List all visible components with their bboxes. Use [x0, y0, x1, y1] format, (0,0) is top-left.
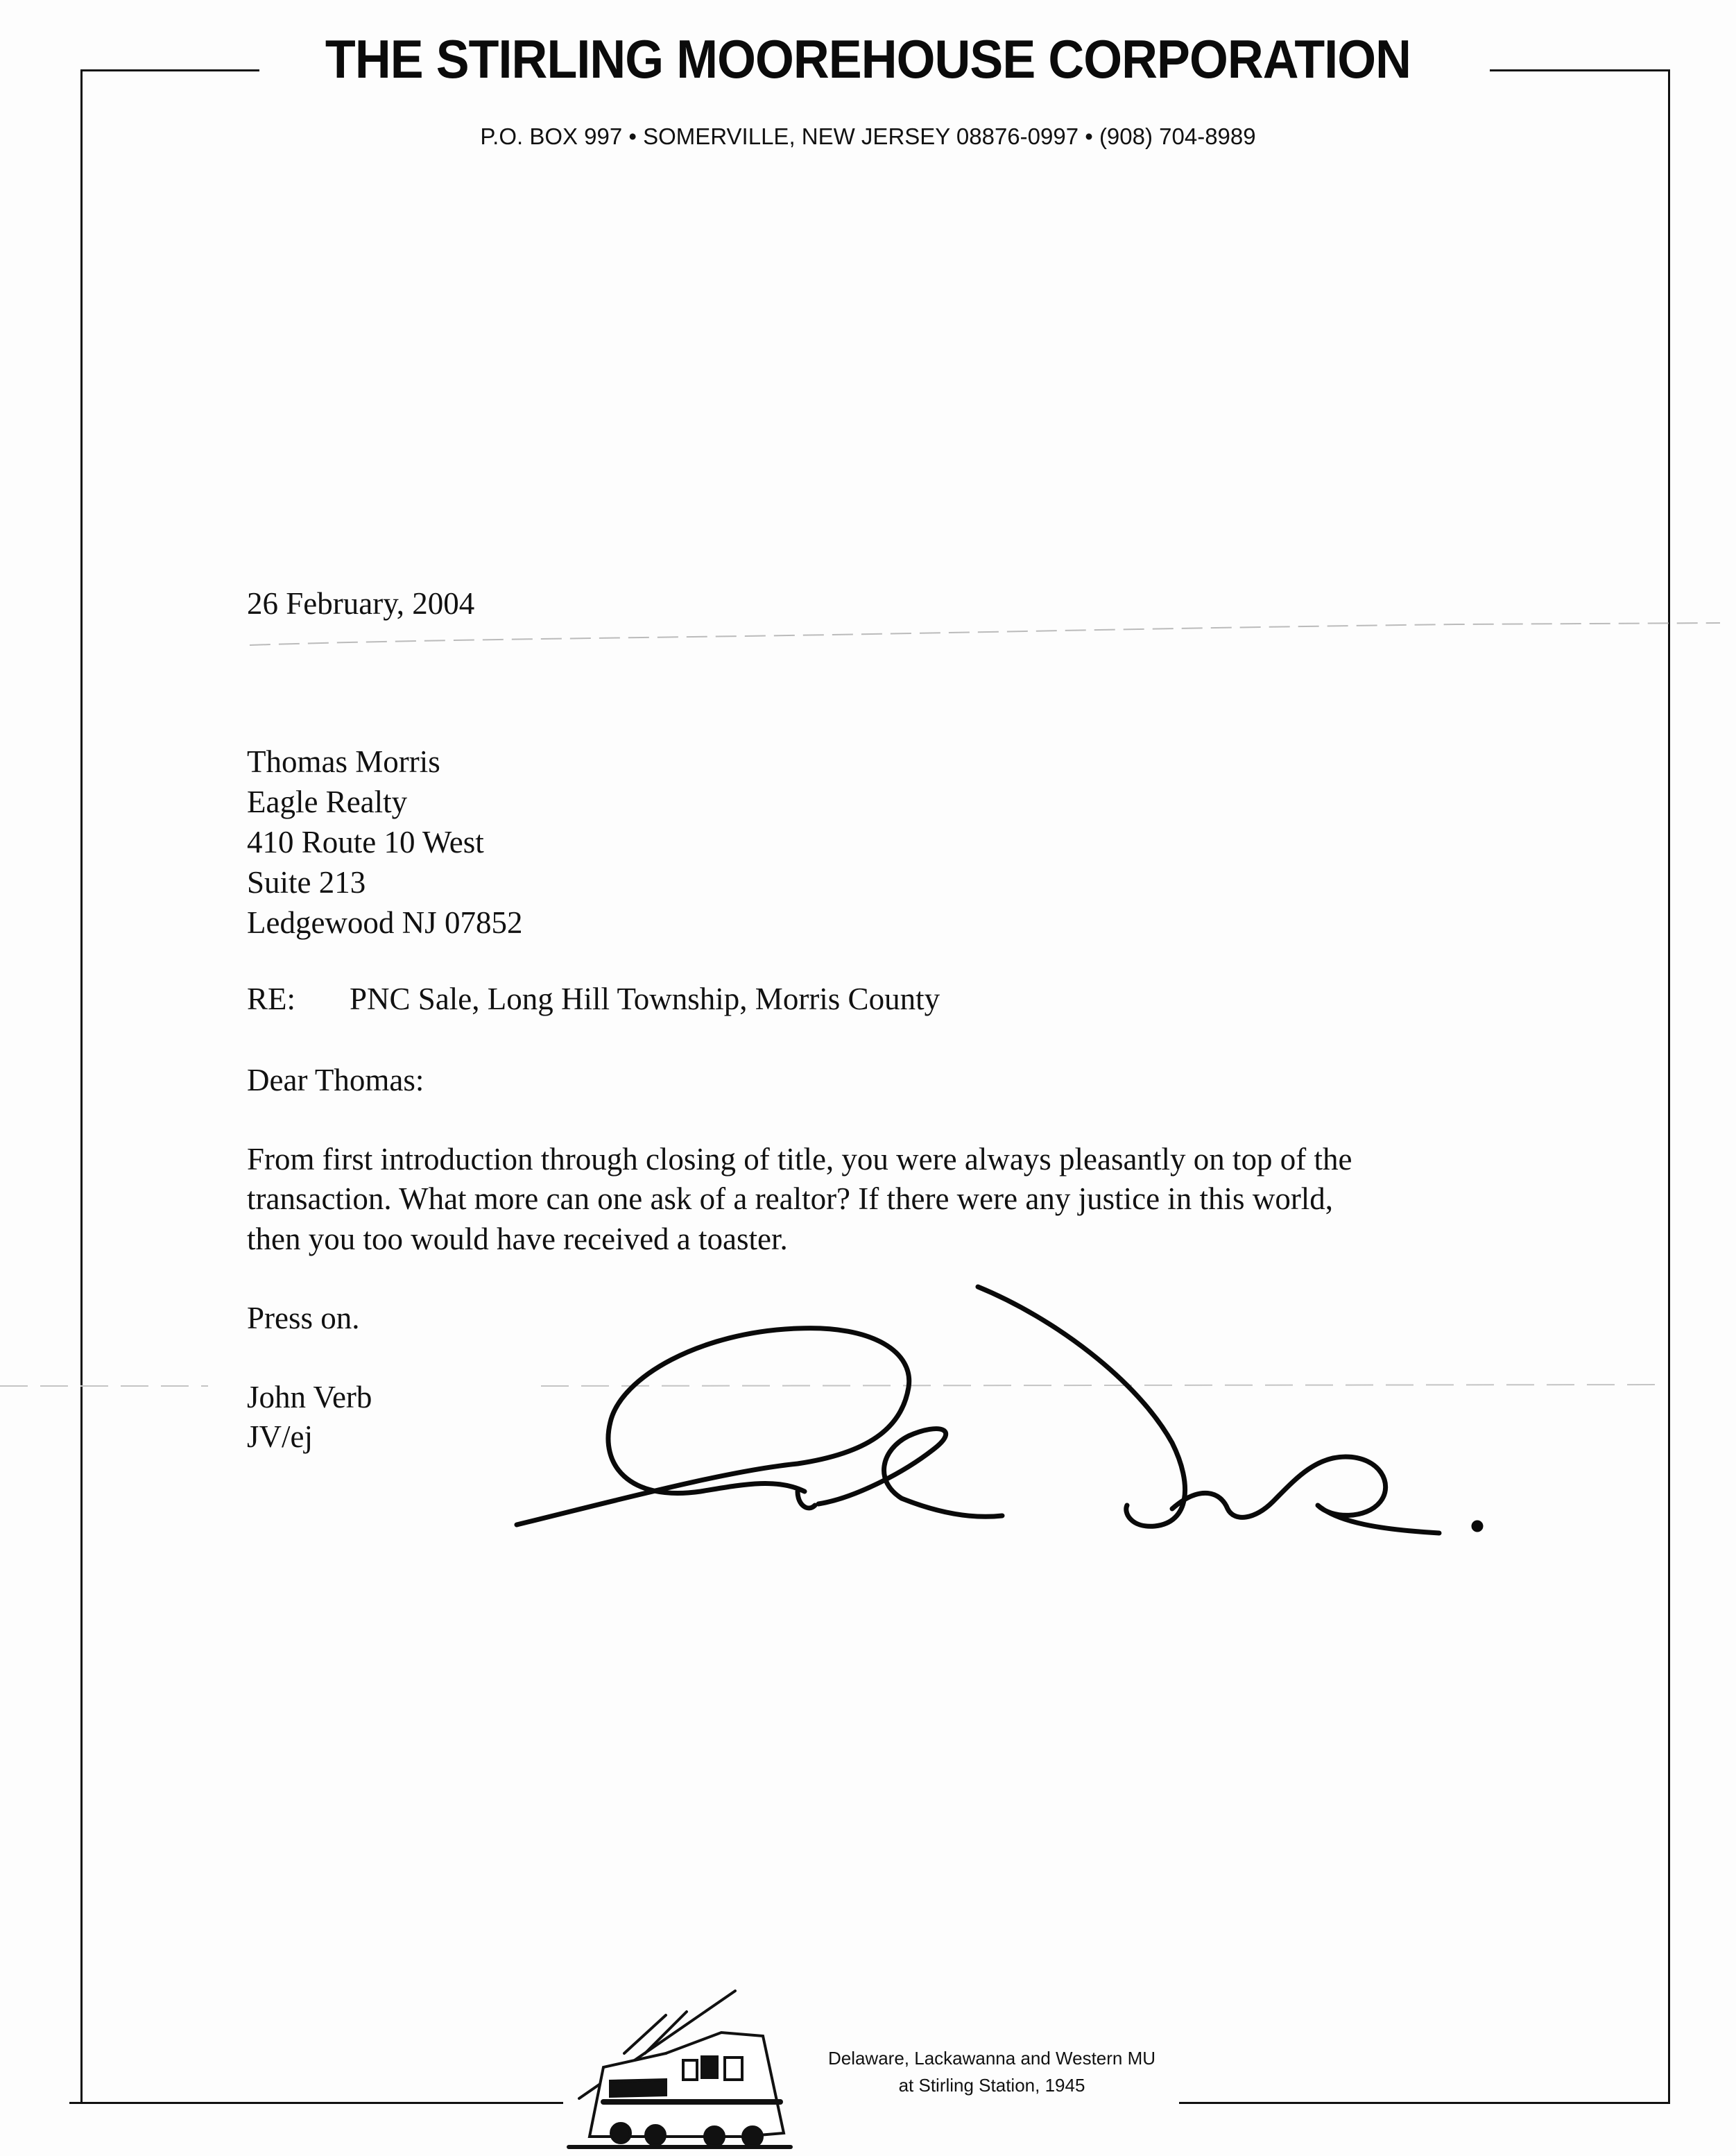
salutation: Dear Thomas:: [247, 1063, 424, 1097]
letter-date: 26 February, 2004: [247, 586, 475, 621]
recipient-line: 410 Route 10 West: [247, 825, 484, 859]
recipient-line: Suite 213: [247, 865, 366, 900]
re-subject: PNC Sale, Long Hill Township, Morris County: [350, 982, 940, 1016]
signer-name: John Verb: [247, 1380, 372, 1414]
body-line: From first introduction through closing of title, you were always pleasantly on top of the: [247, 1142, 1352, 1177]
caption-line-2: at Stirling Station, 1945: [898, 2075, 1085, 2096]
recipient-line: Thomas Morris: [247, 744, 440, 779]
body-line: transaction. What more can one ask of a realtor? If there were any justice in this world,: [247, 1181, 1334, 1216]
company-name: THE STIRLING MOOREHOUSE CORPORATION: [325, 28, 1411, 89]
re-label: RE:: [247, 982, 296, 1016]
recipient-line: Ledgewood NJ 07852: [247, 905, 523, 940]
signer-initials: JV/ej: [247, 1419, 313, 1454]
body-line: then you too would have received a toaster.: [247, 1222, 788, 1256]
recipient-line: Eagle Realty: [247, 785, 408, 819]
closing: Press on.: [247, 1301, 360, 1335]
company-address: P.O. BOX 997 • SOMERVILLE, NEW JERSEY 08876-0997 • (908) 704-8989: [480, 123, 1256, 149]
caption-line-1: Delaware, Lackawanna and Western MU: [827, 2048, 1156, 2069]
